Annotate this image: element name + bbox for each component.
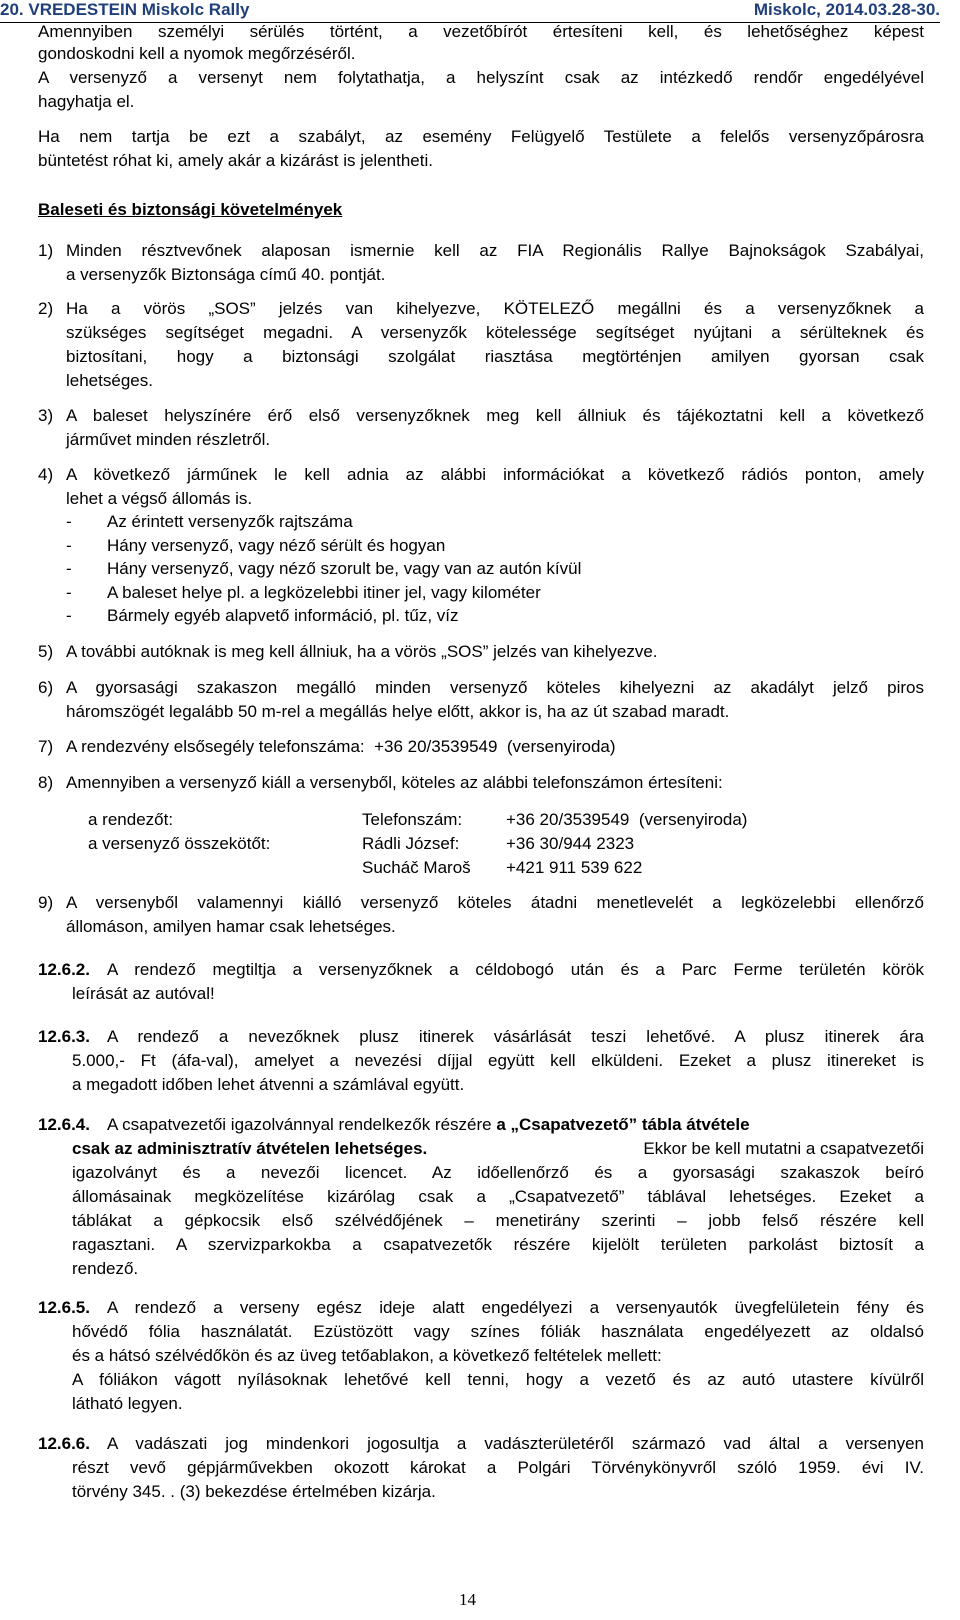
rule-text: leírását az autóval! [72,984,215,1003]
contact-name: Rádli József: [362,834,460,853]
contact-name: Sucháč Maroš [362,858,471,877]
header-location-date: Miskolc, 2014.03.28-30. [753,0,940,19]
rule-text: és a hátsó szélvédőkön és az üveg tetőablakon, a következő feltételek mellett: [72,1346,662,1365]
rule-text: törvény 345. . (3) bekezdése értelmében kizárja. [72,1482,436,1501]
rule-text: A csapatvezetői igazolvánnyal rendelkezők részére [107,1115,497,1134]
header-event-title: 20. VREDESTEIN Miskolc Rally [0,0,250,19]
page-number: 14 [459,1590,476,1609]
item-text: háromszögét legalább 50 m-rel a megállás helye előtt, akkor is, ha az út szabad maradt. [66,702,730,721]
rule-text: táblákat a gépkocsik első szélvédőjének – menetirány szerinti – jobb felső részére kell [72,1211,924,1230]
rule-text: a megadott időben lehet átvenni a számlával együtt. [72,1075,465,1094]
contact-label: a rendezőt: [88,810,174,829]
list-item: A baleset helye pl. a legközelebbi itiner jel, vagy kilométer [107,583,541,602]
contact-label: a versenyző összekötőt: [88,834,271,853]
intro-line: Amennyiben személyi sérülés történt, a vezetőbírót értesíteni kell, és lehetőséghez képest [38,22,924,41]
item-text: a versenyzők Biztonsága című 40. pontját. [66,265,386,284]
item-number: 8) [38,773,54,792]
dash-bullet: - [66,606,72,625]
rule-text: A fóliákon vágott nyílásoknak lehetővé kell tenni, hogy a vezető és az autó utastere kívülről [72,1370,924,1389]
rule-text: A rendező a nevezőknek plusz itinerek vásárlását teszi lehetővé. A plusz itinerek ára [107,1027,924,1046]
item-text: A rendezvény elsősegély telefonszáma: +36 20/3539549 (versenyiroda) [66,737,616,756]
item-text: Minden résztvevőnek alaposan ismernie kell az FIA Regionális Rallye Bajnokságok Szabályai, [66,241,924,260]
rule-number: 12.6.5. [38,1298,90,1317]
rule-text: Ekkor be kell mutatni a csapatvezetői [643,1139,924,1158]
rule-number: 12.6.2. [38,960,90,979]
item-text: Ha a vörös „SOS” jelzés van kihelyezve, KÖTELEZŐ megállni és a versenyzőknek a [66,299,924,318]
item-text: lehetséges. [66,371,153,390]
rule-number: 12.6.3. [38,1027,90,1046]
item-text: biztosítani, hogy a biztonsági szolgálat riasztása megtörténjen amilyen gyorsan csak [66,347,924,366]
rule-text: 5.000,- Ft (áfa-val), amelyet a nevezési díjjal együtt kell elküldeni. Ezeket a plusz itinereket is [72,1051,924,1070]
rule-text: A vadászati jog mindenkori jogosultja a vadászterületéről származó vad által a versenyen [107,1434,924,1453]
rule-number: 12.6.4. [38,1115,90,1134]
item-number: 1) [38,241,54,260]
item-number: 7) [38,737,54,756]
item-text: A gyorsasági szakaszon megálló minden versenyző köteles kihelyezni az akadályt jelző piros [66,678,924,697]
rule-text: rendező. [72,1259,139,1278]
rule-line [107,1115,924,1135]
item-text: A további autóknak is meg kell állniuk, ha a vörös „SOS” jelzés van kihelyezve. [66,642,658,661]
item-text: járművet minden részletről. [66,430,271,449]
list-item: Bármely egyéb alapvető információ, pl. tűz, víz [107,606,459,625]
list-item: Hány versenyző, vagy néző szorult be, vagy van az autón kívül [107,559,582,578]
intro-line: A versenyző a versenyt nem folytathatja, a helyszínt csak az intézkedő rendőr engedélyével [38,68,924,87]
dash-bullet: - [66,536,72,555]
item-number: 3) [38,406,54,425]
item-number: 9) [38,893,54,912]
rule-emphasis: csak az adminisztratív átvételen lehetséges. [72,1139,428,1158]
intro-line: hagyhatja el. [38,92,135,111]
dash-bullet: - [66,512,72,531]
rule-line [72,1139,924,1159]
item-text: A baleset helyszínére érő első versenyzőknek meg kell állniuk és tájékoztatni kell a következő [66,406,924,425]
list-item: Az érintett versenyzők rajtszáma [107,512,353,531]
item-number: 2) [38,299,54,318]
rule-text: A rendező megtiltja a versenyzőknek a céldobogó után és a Parc Ferme területén körök [107,960,924,979]
item-number: 6) [38,678,54,697]
section-title: Baleseti és biztonsági követelmények [38,200,343,219]
item-number: 4) [38,465,54,484]
rule-text: látható legyen. [72,1394,183,1413]
page-header [0,0,940,23]
contact-phone: +36 30/944 2323 [506,834,635,853]
item-text: A következő járműnek le kell adnia az alábbi információkat a következő rádiós ponton, amely [66,465,924,484]
intro-line: gondoskodni kell a nyomok megőrzéséről. [38,44,356,63]
intro-line: Ha nem tartja be ezt a szabályt, az esemény Felügyelő Testülete a felelős versenyzőpárosra [38,127,924,146]
contact-phone: +36 20/3539549 (versenyiroda) [506,810,748,829]
intro-line: büntetést róhat ki, amely akár a kizárást is jelentheti. [38,151,433,170]
dash-bullet: - [66,583,72,602]
contact-name: Telefonszám: [362,810,463,829]
rule-text: részt vevő gépjárművekben okozott károkat a Polgári Törvénykönyvről szóló 1959. évi IV. [72,1458,924,1477]
item-number: 5) [38,642,54,661]
rule-text: A rendező a verseny egész ideje alatt engedélyezi a versenyautók üvegfelületein fény és [107,1298,924,1317]
item-text: A versenyből valamennyi kiálló versenyző köteles átadni menetlevelét a legközelebbi ellenőrző [66,893,924,912]
rule-number: 12.6.6. [38,1434,90,1453]
rule-text: hővédő fólia használatát. Ezüstözött vagy színes fóliák használata engedélyezett az oldalsó [72,1322,924,1341]
contact-phone: +421 911 539 622 [506,858,643,877]
dash-bullet: - [66,559,72,578]
rule-emphasis: a „Csapatvezető” tábla átvétele [496,1115,750,1134]
item-text: lehet a végső állomás is. [66,489,253,508]
list-item: Hány versenyző, vagy néző sérült és hogyan [107,536,446,555]
item-text: Amennyiben a versenyző kiáll a versenyből, köteles az alábbi telefonszámon értesíteni: [66,773,723,792]
item-text: szükséges segítséget megadni. A versenyzők kötelessége segítséget nyújtani a sérülteknek és [66,323,924,342]
rule-text: ragasztani. A szervizparkokba a csapatvezetők részére kijelölt területen parkolást biztosít a [72,1235,924,1254]
item-text: állomáson, amilyen hamar csak lehetséges. [66,917,396,936]
rule-text: igazolványt és a nevezői licencet. Az időellenőrző és a gyorsasági szakaszok beíró [72,1163,924,1182]
rule-text: állomásainak megközelítése kizárólag csak a „Csapatvezető” táblával lehetséges. Ezeket a [72,1187,924,1206]
